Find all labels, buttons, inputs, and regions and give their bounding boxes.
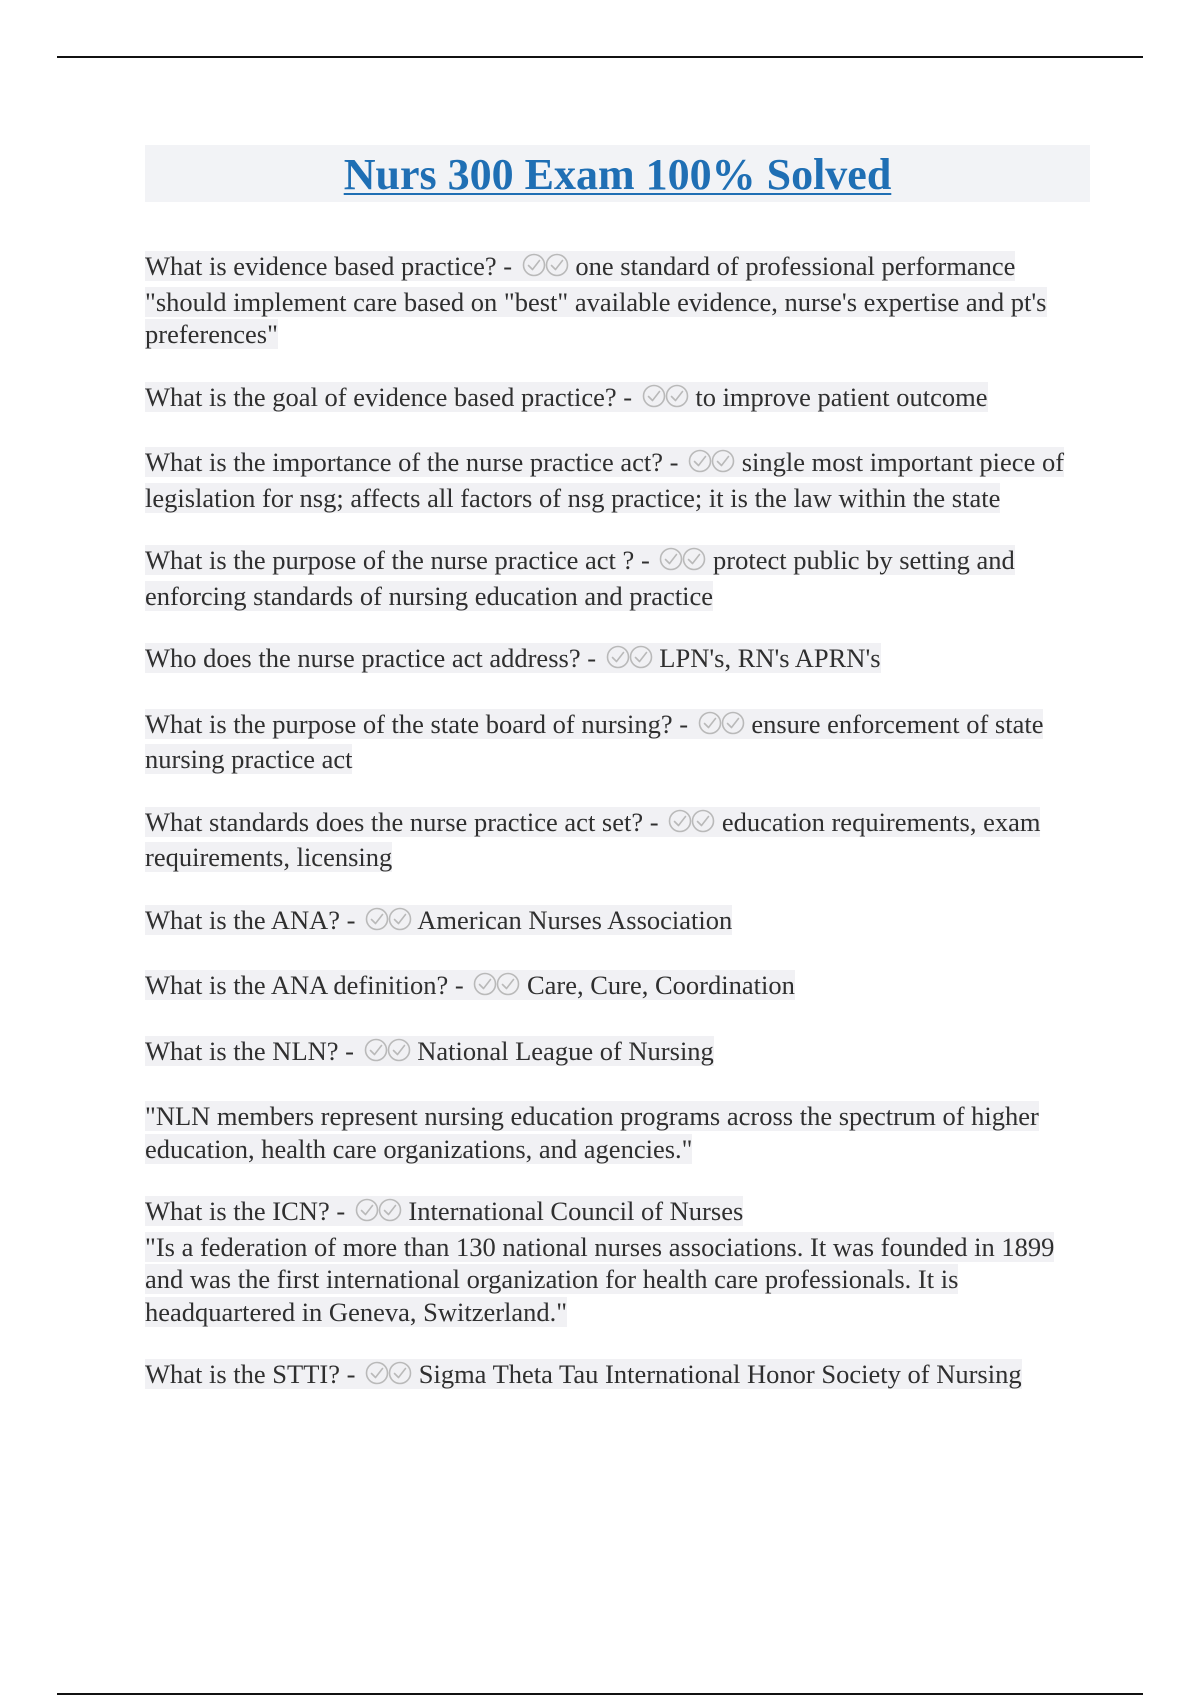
answer-text: to improve patient outcome — [695, 381, 988, 412]
separator: - — [643, 806, 666, 837]
separator: - — [662, 447, 686, 477]
separator: - — [672, 708, 695, 739]
answer-text: education requirements, exam requirements, licensing — [145, 806, 1041, 872]
separator: - — [340, 904, 363, 935]
question-text: What is the ICN? — [145, 1196, 330, 1226]
double-check-circle-icon — [364, 906, 410, 940]
double-check-circle-icon — [354, 1197, 400, 1231]
answer-text: International Council of Nurses — [408, 1196, 744, 1226]
separator: - — [340, 1359, 363, 1389]
question-text: What is the importance of the nurse practice act? — [145, 447, 663, 477]
double-check-circle-icon — [697, 710, 743, 744]
separator: - — [448, 970, 471, 1000]
question-text: What is the purpose of the state board of nursing? — [145, 708, 673, 739]
qa-item-ana — [145, 904, 1095, 940]
separator: - — [634, 545, 657, 575]
question-text: What standards does the nurse practice act set? — [145, 806, 644, 837]
answer-text: LPN's, RN's APRN's — [659, 643, 881, 673]
separator: - — [580, 643, 603, 673]
qa-item-evidence-based-practice — [145, 250, 1095, 351]
qa-list — [145, 250, 1095, 1424]
double-check-circle-icon — [641, 383, 687, 417]
answer-text: single most important piece of legislation for nsg; affects all factors of nsg practice; it is the law within the state — [145, 447, 1065, 513]
question-text: What is the goal of evidence based practice? — [145, 381, 617, 412]
separator: - — [329, 1196, 352, 1226]
answer-text: Care, Cure, Coordination — [526, 970, 795, 1000]
top-rule — [57, 56, 1143, 58]
double-check-circle-icon — [521, 252, 567, 286]
double-check-circle-icon — [472, 971, 518, 1005]
double-check-circle-icon — [605, 644, 651, 678]
separator: - — [616, 381, 639, 412]
question-text: What is evidence based practice? — [145, 251, 497, 281]
question-text: What is the STTI? — [145, 1359, 341, 1389]
double-check-circle-icon — [658, 546, 704, 580]
qa-item-stti — [145, 1358, 1095, 1394]
double-check-circle-icon — [667, 808, 713, 842]
question-text: What is the ANA definition? — [145, 970, 449, 1000]
answer-text: American Nurses Association — [417, 904, 733, 935]
bottom-rule — [57, 1693, 1143, 1695]
answer-text: Sigma Theta Tau International Honor Society of Nursing — [418, 1359, 1022, 1389]
qa-item-state-board — [145, 708, 1095, 776]
answer-text: ensure enforcement of state nursing practice act — [145, 708, 1044, 774]
document-title: Nurs 300 Exam 100% Solved — [343, 150, 892, 199]
question-text: What is the NLN? — [145, 1035, 339, 1066]
qa-item-importance-npa — [145, 446, 1095, 514]
qa-item-purpose-npa — [145, 544, 1095, 612]
separator: - — [496, 251, 519, 281]
answer-text: protect public by setting and enforcing standards of nursing education and practice — [145, 545, 1015, 611]
question-text: What is the ANA? — [145, 904, 341, 935]
qa-item-ana-definition — [145, 969, 1095, 1005]
qa-item-nln — [145, 1035, 1095, 1071]
answer-text: National League of Nursing — [417, 1035, 714, 1066]
title-band — [145, 145, 1090, 202]
question-text: Who does the nurse practice act address? — [145, 643, 581, 673]
icn-note-text: "Is a federation of more than 130 national nurses associations. It was founded in 1899 and was the first international organization for health care professionals. It is headquartered in Geneva, Switzerland." — [145, 1231, 1055, 1327]
question-text: What is the purpose of the nurse practice act ? — [145, 545, 635, 575]
double-check-circle-icon — [363, 1037, 409, 1071]
qa-item-npa-address — [145, 642, 1095, 678]
nln-note — [145, 1100, 1095, 1165]
double-check-circle-icon — [687, 448, 733, 482]
qa-item-goal-of-ebp — [145, 381, 1095, 417]
answer-text: one standard of professional performance "should implement care based on "best" available evidence, nurse's expertise and pt's preferences" — [145, 251, 1047, 349]
qa-item-icn — [145, 1195, 1095, 1328]
nln-note-text: "NLN members represent nursing education programs across the spectrum of higher education, health care organizations, and agencies." — [145, 1101, 1039, 1164]
double-check-circle-icon — [364, 1360, 410, 1394]
qa-item-npa-standards — [145, 806, 1095, 874]
separator: - — [338, 1035, 361, 1066]
